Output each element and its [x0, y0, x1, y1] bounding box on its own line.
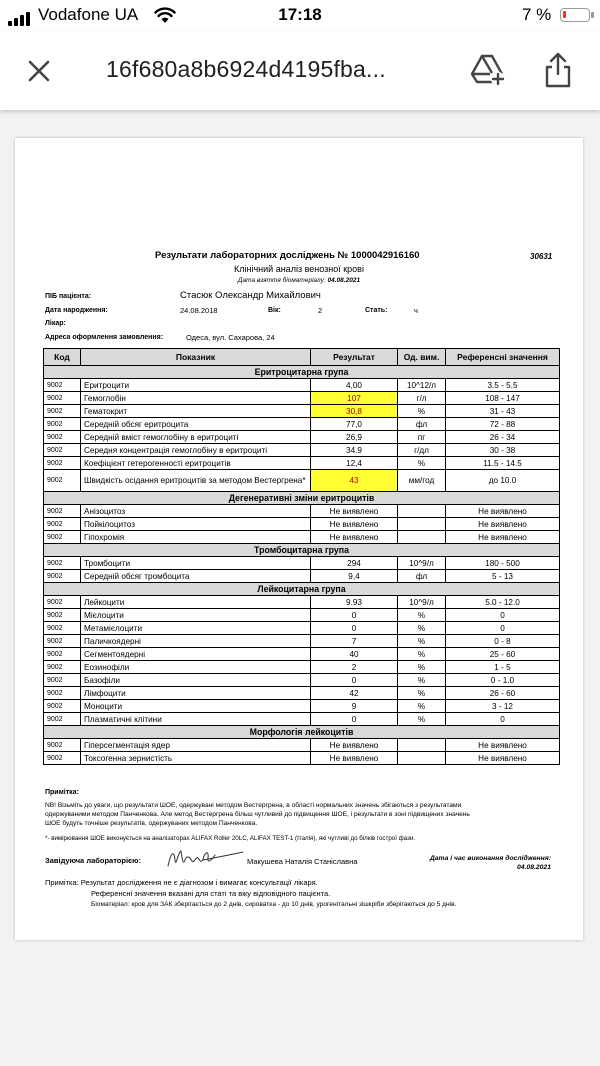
cell-reference: 0 — [446, 609, 560, 622]
report-title: Результати лабораторних досліджень № 1000042916160 — [155, 250, 420, 261]
cell-reference: Не виявлено — [446, 518, 560, 531]
cell-reference: 31 - 43 — [446, 405, 560, 418]
cell-result: 4,00 — [311, 379, 398, 392]
patient-name: Стасюк Олександр Михайлович — [180, 290, 321, 301]
cell-reference: 0 - 8 — [446, 635, 560, 648]
cell-indicator: Базофіли — [81, 674, 311, 687]
footer-note-3: Біоматеріал: кров для ЗАК зберігається до 2 днів, сироватка - до 10 днів, урогенітальні зішкріби зберігаються до 5 днів. — [91, 901, 457, 908]
cell-result: Не виявлено — [311, 739, 398, 752]
table-group-header — [44, 366, 560, 379]
add-to-drive-icon[interactable] — [468, 52, 508, 88]
table-row — [44, 557, 560, 570]
cell-reference: 5.0 - 12.0 — [446, 596, 560, 609]
cell-result: 30,8 — [311, 405, 398, 418]
head-of-lab-name: Макушева Наталія Станіславна — [247, 857, 358, 866]
cell-reference: 26 - 34 — [446, 431, 560, 444]
table-row — [44, 379, 560, 392]
cell-indicator: Середній обсяг еритроцита — [81, 418, 311, 431]
top-app-bar — [0, 32, 600, 110]
cell-reference: Не виявлено — [446, 531, 560, 544]
dob-label: Дата народження: — [45, 307, 108, 314]
cell-result: 0 — [311, 622, 398, 635]
cell-unit: % — [398, 674, 446, 687]
col-header-reference: Референсні значення — [446, 349, 560, 366]
analyzer-note: *- вимірювання ШОЕ виконується на аналізаторах ALIFAX Roller 20LC, ALIFAX TEST-1 (Італія), які чутливі до білків гострої фази. — [45, 835, 416, 842]
cell-result: 43 — [311, 470, 398, 492]
cell-code: 9002 — [44, 379, 81, 392]
cell-reference: 3.5 - 5.5 — [446, 379, 560, 392]
cell-result: 26,9 — [311, 431, 398, 444]
cell-result: 2 — [311, 661, 398, 674]
battery-icon — [560, 8, 590, 22]
cell-indicator: Коефіцієнт гетерогенності еритроцитів — [81, 457, 311, 470]
cell-unit: фл — [398, 570, 446, 583]
cell-indicator: Плазматичні клітини — [81, 713, 311, 726]
cell-unit: 10^9/л — [398, 557, 446, 570]
cell-unit — [398, 739, 446, 752]
sample-date — [15, 277, 583, 284]
col-header-indicator: Показник — [81, 349, 311, 366]
cell-unit: фл — [398, 418, 446, 431]
cell-reference: 1 - 5 — [446, 661, 560, 674]
cell-result: 0 — [311, 609, 398, 622]
cell-code: 9002 — [44, 687, 81, 700]
table-group-header — [44, 726, 560, 739]
cell-indicator: Середня концентрація гемоглобіну в еритроциті — [81, 444, 311, 457]
dob-value: 24.08.2018 — [180, 306, 218, 315]
age-value: 2 — [318, 306, 323, 315]
cell-unit: % — [398, 661, 446, 674]
address-value: Одеса, вул. Сахарова, 24 — [186, 333, 275, 342]
cell-code: 9002 — [44, 635, 81, 648]
cell-unit: % — [398, 609, 446, 622]
group-title: Еритроцитарна група — [44, 366, 560, 379]
cell-code: 9002 — [44, 700, 81, 713]
table-row — [44, 470, 560, 492]
cell-result: 42 — [311, 687, 398, 700]
cell-reference: 108 - 147 — [446, 392, 560, 405]
doctor-label: Лікар: — [45, 320, 66, 327]
cell-result: Не виявлено — [311, 505, 398, 518]
cell-result: 0 — [311, 713, 398, 726]
sample-date-value: 04.08.2021 — [327, 277, 361, 284]
footer-note-1: Примітка: Результат дослідження не є діагнозом і вимагає консультації лікаря. — [45, 878, 318, 887]
cell-result: 9 — [311, 700, 398, 713]
cell-result: 12,4 — [311, 457, 398, 470]
cell-code: 9002 — [44, 557, 81, 570]
cell-reference: 25 - 60 — [446, 648, 560, 661]
cell-reference: 180 - 500 — [446, 557, 560, 570]
nb-note-line: ШОЕ будуть точніше результатів, одержуваних методом Панченкова. — [45, 820, 258, 827]
footer-note-2: Референсні значення вказані для статі та віку відповідного пацієнта. — [91, 889, 331, 898]
cell-reference: Не виявлено — [446, 505, 560, 518]
cell-code: 9002 — [44, 713, 81, 726]
cell-reference: 3 - 12 — [446, 700, 560, 713]
cell-indicator: Швидкість осідання еритроцитів за методом Вестергрена* — [81, 470, 311, 492]
table-row — [44, 505, 560, 518]
cell-indicator: Паличкоядерні — [81, 635, 311, 648]
cell-indicator: Гіперсегментація ядер — [81, 739, 311, 752]
table-row — [44, 752, 560, 765]
completion-date-value: 04.08.2021 — [516, 864, 551, 871]
cell-unit: 10^12/л — [398, 379, 446, 392]
cell-reference: Не виявлено — [446, 739, 560, 752]
cell-code: 9002 — [44, 457, 81, 470]
cell-reference: 0 — [446, 713, 560, 726]
cell-code: 9002 — [44, 405, 81, 418]
cell-indicator: Моноцити — [81, 700, 311, 713]
table-row — [44, 392, 560, 405]
status-bar — [0, 0, 600, 32]
cell-unit — [398, 531, 446, 544]
cell-code: 9002 — [44, 622, 81, 635]
table-row — [44, 518, 560, 531]
cell-indicator: Гіпохромія — [81, 531, 311, 544]
table-row — [44, 609, 560, 622]
sex-value: ч — [414, 306, 418, 315]
cell-code: 9002 — [44, 505, 81, 518]
group-title: Морфологія лейкоцитів — [44, 726, 560, 739]
close-icon[interactable] — [22, 54, 56, 88]
cell-code: 9002 — [44, 444, 81, 457]
cell-indicator: Мієлоцити — [81, 609, 311, 622]
cell-unit: % — [398, 687, 446, 700]
cell-indicator: Пойкілоцитоз — [81, 518, 311, 531]
table-row — [44, 661, 560, 674]
cell-indicator: Гемоглобін — [81, 392, 311, 405]
table-header — [44, 349, 560, 366]
cell-code: 9002 — [44, 661, 81, 674]
cell-code: 9002 — [44, 392, 81, 405]
cell-indicator: Лейкоцити — [81, 596, 311, 609]
cell-reference: 72 - 88 — [446, 418, 560, 431]
group-title: Дегенеративні зміни еритроцитів — [44, 492, 560, 505]
table-row — [44, 635, 560, 648]
cell-result: Не виявлено — [311, 518, 398, 531]
table-row — [44, 713, 560, 726]
nb-note-line: NB! Візьміть до уваги, що результати ШОЕ, одержувані методом Вестергрена, в області нормальних значень збігаються з результатами — [45, 802, 462, 809]
nb-note-line: одержуваними методом Панченкова. Але метод Вестергрена більш чутливий до підвищення ШОЕ, і результати в зоні підвищених значень — [45, 811, 470, 818]
cell-reference: 0 — [446, 622, 560, 635]
cell-unit: % — [398, 405, 446, 418]
cell-unit: пг — [398, 431, 446, 444]
cell-code: 9002 — [44, 570, 81, 583]
cell-result: 294 — [311, 557, 398, 570]
table-row — [44, 431, 560, 444]
cell-unit: % — [398, 635, 446, 648]
cell-unit: мм/год — [398, 470, 446, 492]
cell-result: 77,0 — [311, 418, 398, 431]
table-row — [44, 596, 560, 609]
table-body — [44, 366, 560, 765]
results-table — [43, 348, 560, 765]
cell-code: 9002 — [44, 518, 81, 531]
cell-reference: 30 - 38 — [446, 444, 560, 457]
cell-result: 34.9 — [311, 444, 398, 457]
cell-unit: % — [398, 622, 446, 635]
table-row — [44, 687, 560, 700]
notes-label: Примітка: — [45, 789, 79, 796]
clock: 17:18 — [278, 5, 322, 24]
cell-indicator: Сегментоядерні — [81, 648, 311, 661]
cell-unit: % — [398, 713, 446, 726]
cell-code: 9002 — [44, 418, 81, 431]
cell-unit — [398, 752, 446, 765]
sample-date-label: Дата взяття біоматеріалу: — [237, 277, 326, 284]
cell-code: 9002 — [44, 596, 81, 609]
cell-code: 9002 — [44, 752, 81, 765]
completion-date — [415, 854, 551, 872]
cell-reference: до 10.0 — [446, 470, 560, 492]
cell-indicator: Лімфоцити — [81, 687, 311, 700]
cell-indicator: Еозинофіли — [81, 661, 311, 674]
cell-reference: Не виявлено — [446, 752, 560, 765]
cell-indicator: Середній обсяг тромбоцита — [81, 570, 311, 583]
patient-label: ПІБ пацієнта: — [45, 293, 92, 300]
col-header-code: Код — [44, 349, 81, 366]
table-group-header — [44, 544, 560, 557]
table-row — [44, 622, 560, 635]
col-header-result: Результат — [311, 349, 398, 366]
cell-reference: 5 - 13 — [446, 570, 560, 583]
cell-unit: % — [398, 648, 446, 661]
cell-indicator: Гематокрит — [81, 405, 311, 418]
nb-note — [45, 801, 555, 828]
cell-unit: % — [398, 457, 446, 470]
sex-label: Стать: — [365, 307, 388, 314]
age-label: Вік: — [268, 307, 281, 314]
cell-indicator: Еритроцити — [81, 379, 311, 392]
cell-indicator: Середній вміст гемоглобіну в еритроциті — [81, 431, 311, 444]
table-group-header — [44, 492, 560, 505]
cell-result: 0 — [311, 674, 398, 687]
cell-indicator: Тромбоцити — [81, 557, 311, 570]
cell-result: 7 — [311, 635, 398, 648]
cell-code: 9002 — [44, 470, 81, 492]
table-row — [44, 457, 560, 470]
table-row — [44, 700, 560, 713]
document-page[interactable] — [15, 138, 583, 940]
table-row — [44, 739, 560, 752]
cell-unit: 10^9/л — [398, 596, 446, 609]
table-row — [44, 444, 560, 457]
table-row — [44, 418, 560, 431]
cell-indicator: Токсогенна зернистість — [81, 752, 311, 765]
group-title: Тромбоцитарна група — [44, 544, 560, 557]
cell-unit — [398, 505, 446, 518]
table-row — [44, 405, 560, 418]
cell-code: 9002 — [44, 609, 81, 622]
cell-result: Не виявлено — [311, 531, 398, 544]
share-icon[interactable] — [540, 50, 576, 90]
completion-date-label: Дата і час виконання дослідження: — [429, 855, 551, 862]
table-group-header — [44, 583, 560, 596]
cell-unit: г/л — [398, 392, 446, 405]
cell-code: 9002 — [44, 674, 81, 687]
table-row — [44, 674, 560, 687]
cell-reference: 26 - 60 — [446, 687, 560, 700]
cell-reference: 0 - 1.0 — [446, 674, 560, 687]
cell-code: 9002 — [44, 739, 81, 752]
cell-code: 9002 — [44, 431, 81, 444]
cell-result: 9,4 — [311, 570, 398, 583]
cell-unit: г/дл — [398, 444, 446, 457]
cell-unit: % — [398, 700, 446, 713]
table-row — [44, 648, 560, 661]
address-label: Адреса оформлення замовлення: — [45, 334, 164, 341]
head-of-lab-label: Завідуюча лабораторією: — [45, 856, 142, 865]
cell-result: 107 — [311, 392, 398, 405]
cell-indicator: Анізоцитоз — [81, 505, 311, 518]
group-title: Лейкоцитарна група — [44, 583, 560, 596]
file-title: 16f680a8b6924d4195fba... — [106, 56, 386, 82]
table-row — [44, 570, 560, 583]
col-header-unit: Од. вим. — [398, 349, 446, 366]
cell-code: 9002 — [44, 648, 81, 661]
cell-indicator: Метамієлоцити — [81, 622, 311, 635]
cell-code: 9002 — [44, 531, 81, 544]
report-subtitle: Клінічний аналіз венозної крові — [234, 264, 364, 274]
battery-percent: 7 % — [522, 5, 552, 24]
signature-image — [165, 846, 245, 870]
report-code: 30631 — [530, 252, 553, 261]
cell-reference: 11.5 - 14.5 — [446, 457, 560, 470]
carrier-name: Vodafone UA — [38, 5, 139, 24]
cell-result: Не виявлено — [311, 752, 398, 765]
cell-unit — [398, 518, 446, 531]
cell-result: 9.93 — [311, 596, 398, 609]
table-row — [44, 531, 560, 544]
cell-result: 40 — [311, 648, 398, 661]
